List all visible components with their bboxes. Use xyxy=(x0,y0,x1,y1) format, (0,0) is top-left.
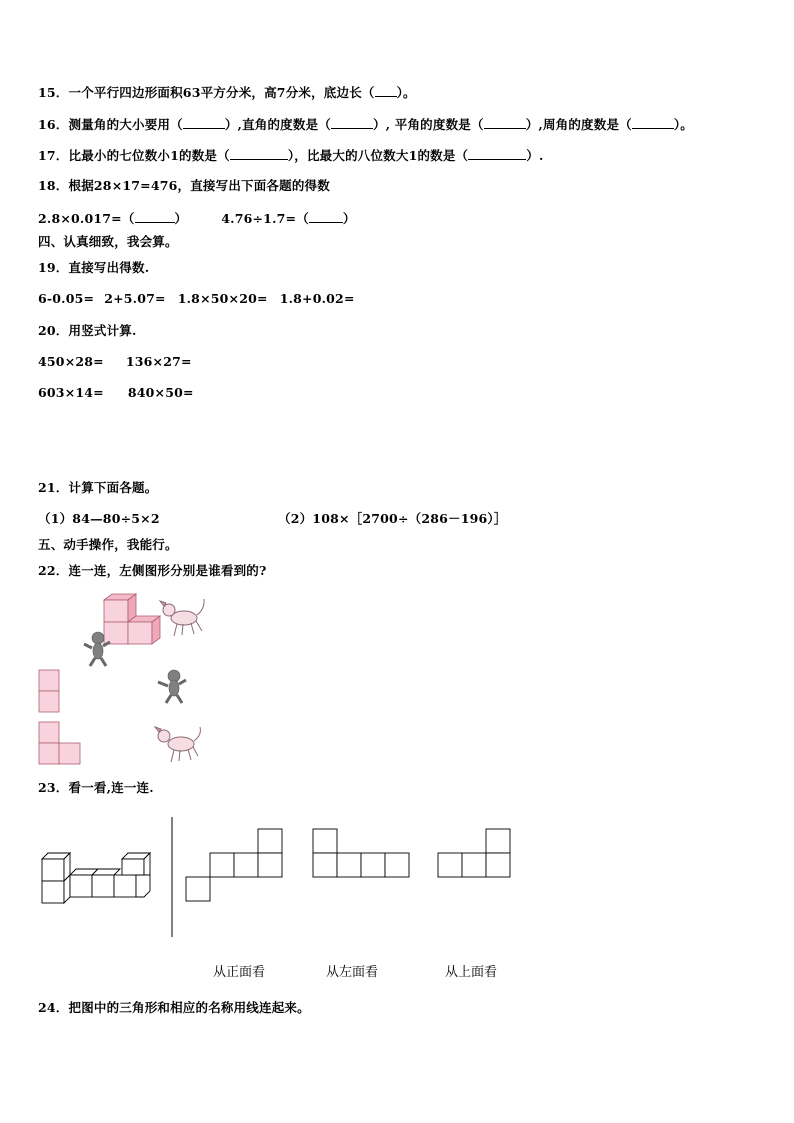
view-shape-3 xyxy=(438,829,510,877)
question-number: 23． xyxy=(38,780,69,795)
answer-blank[interactable] xyxy=(309,210,343,223)
view-two-stacked xyxy=(39,670,59,712)
question-number: 15． xyxy=(38,85,69,100)
question-15: 15．一个平行四边形面积63平方分米，高7分米，底边长（ ）。 xyxy=(38,85,416,100)
dog-icon xyxy=(160,599,204,636)
answer-blank[interactable] xyxy=(331,116,373,129)
question-19: 19．直接写出得数. xyxy=(38,260,150,275)
cube-stack-3d xyxy=(104,594,160,644)
question-18: 18．根据28×17=476，直接写出下面各题的得数 xyxy=(38,178,330,193)
question-21-item-2: （2）108×［2700÷（286－196）］ xyxy=(278,511,507,526)
question-17: 17．比最小的七位数小1的数是（ ），比最大的八位数大1的数是（ ）. xyxy=(38,148,544,163)
answer-blank[interactable] xyxy=(632,116,674,129)
question-21: 21．计算下面各题。 xyxy=(38,480,158,495)
q23-figure xyxy=(36,815,526,940)
question-20-row-2: 603×14= 840×50= xyxy=(38,385,194,400)
question-19-items: 6-0.05= 2+5.07= 1.8×50×20= 1.8+0.02= xyxy=(38,291,355,306)
question-24: 24．把图中的三角形和相应的名称用线连起来。 xyxy=(38,1000,310,1015)
view-shape-1-connector xyxy=(186,853,210,877)
question-number: 16． xyxy=(38,117,69,132)
answer-blank[interactable] xyxy=(375,84,397,97)
answer-blank[interactable] xyxy=(468,147,526,160)
q22-figure xyxy=(36,588,236,770)
question-16: 16．测量角的大小要用（ ）,直角的度数是（ ）, 平角的度数是（ ）,周角的度数是（ ）。 xyxy=(38,117,693,132)
cube-assembly-3d xyxy=(42,853,150,903)
question-number: 21． xyxy=(38,480,69,495)
caption-top-view: 从上面看 xyxy=(445,965,498,980)
question-18-items: 2.8×0.017=（ ） 4.76÷1.7=（ ） xyxy=(38,211,356,226)
question-number: 17． xyxy=(38,148,69,163)
question-20: 20．用竖式计算. xyxy=(38,323,137,338)
view-shape-2 xyxy=(313,829,409,877)
monkey-icon xyxy=(158,670,186,703)
view-l-shape xyxy=(39,722,80,764)
question-number: 20． xyxy=(38,323,69,338)
question-number: 22． xyxy=(38,563,69,578)
question-number: 24． xyxy=(38,1000,69,1015)
view-shape-1 xyxy=(186,829,282,901)
answer-blank[interactable] xyxy=(484,116,526,129)
dog-icon xyxy=(155,727,200,762)
answer-blank[interactable] xyxy=(135,210,175,223)
question-22: 22．连一连，左侧图形分别是谁看到的? xyxy=(38,563,267,578)
question-number: 18． xyxy=(38,178,69,193)
answer-blank[interactable] xyxy=(183,116,225,129)
section-5-heading: 五、动手操作，我能行。 xyxy=(38,537,178,552)
caption-left-view: 从左面看 xyxy=(326,965,379,980)
section-4-heading: 四、认真细致，我会算。 xyxy=(38,234,178,249)
caption-front-view: 从正面看 xyxy=(213,965,266,980)
answer-blank[interactable] xyxy=(230,147,288,160)
question-21-item-1: （1）84—80÷5×2 xyxy=(38,511,160,526)
question-23: 23．看一看,连一连. xyxy=(38,780,154,795)
question-20-row-1: 450×28= 136×27= xyxy=(38,354,192,369)
question-number: 19． xyxy=(38,260,69,275)
